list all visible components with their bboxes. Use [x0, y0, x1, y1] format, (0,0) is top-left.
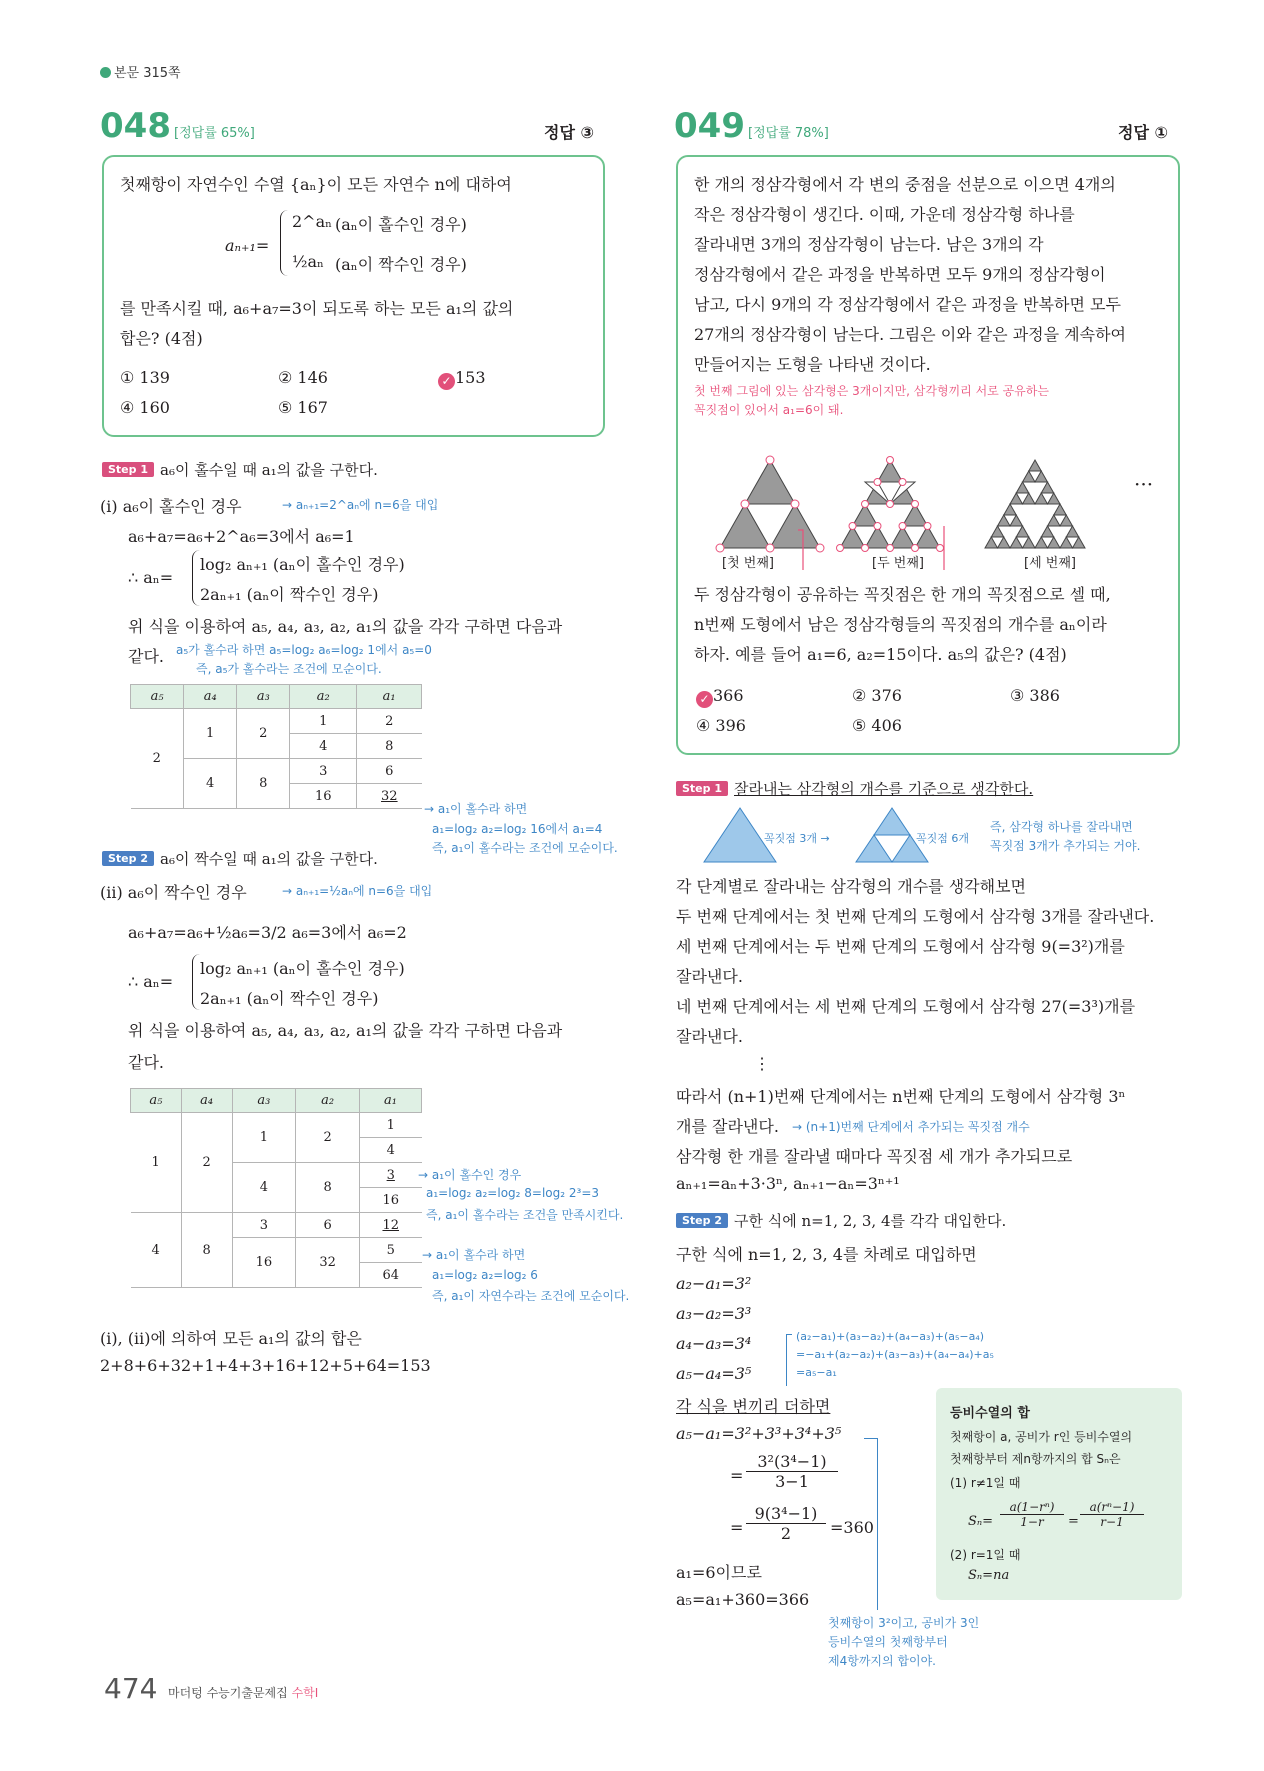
t2-n4: → a₁이 홀수라 하면 [422, 1248, 526, 1262]
p048-case1-cond: (aₙ이 홀수인 경우) [335, 215, 467, 234]
t1-cell: 8 [357, 734, 422, 759]
p048-step1-tag: Step 1 [102, 462, 154, 477]
geo-l2: 첫째항부터 제n항까지의 합 Sₙ은 [950, 1452, 1121, 1466]
p048-step2-title: a₆이 짝수일 때 a₁의 값을 구한다. [160, 850, 378, 868]
t1-cell: 2 [357, 709, 422, 734]
t2-cell: 32 [296, 1238, 360, 1288]
problem-049-number: 049 [674, 106, 745, 146]
p048-final1: (ⅰ), (ⅱ)에 의하여 모든 a₁의 값의 합은 [100, 1329, 362, 1348]
frac2-result: =360 [830, 1518, 874, 1537]
t2-n1-text: a₁이 홀수인 경우 [431, 1168, 522, 1182]
p048-case2-expr: ½aₙ [292, 252, 324, 271]
p049-q-line: 한 개의 정삼각형에서 각 변의 중점을 선분으로 이으면 4개의 [694, 175, 1116, 194]
t2-cell: 12 [360, 1213, 422, 1238]
p048-s2-l2: a₆+a₇=a₆+½a₆=3/2 a₆=3에서 a₆=2 [128, 923, 407, 942]
p049-q-line: 잘라내면 3개의 정삼각형이 남는다. 남은 3개의 각 [694, 235, 1044, 254]
t2-cell: 8 [296, 1163, 360, 1213]
t1-cell: 1 [290, 709, 357, 734]
p049-q-line: 남고, 다시 9개의 각 정삼각형에서 같은 과정을 반복하면 모두 [694, 295, 1121, 314]
t1-head: a₄ [184, 685, 237, 709]
fig-label-2: [두 번째] [872, 556, 924, 571]
p048-step1-title: a₆이 홀수일 때 a₁의 값을 구한다. [160, 461, 378, 479]
p048-s1-n1: → aₙ₊₁=2^aₙ에 n=6을 대입 [282, 498, 439, 512]
t1-cell: 32 [357, 784, 422, 809]
p048-q1: 첫째항이 자연수인 수열 {aₙ}이 모든 자연수 n에 대하여 [120, 175, 512, 194]
check-mark-icon: ✓ [438, 373, 455, 390]
t2-cell: 5 [360, 1238, 422, 1263]
p049-q2-line: n번째 도형에서 남은 정삼각형들의 꼭짓점의 개수를 aₙ이라 [694, 615, 1107, 634]
p048-choice-5[interactable]: ⑤ 167 [278, 398, 328, 417]
p049-s1b-line: 개를 잘라낸다. [676, 1117, 779, 1136]
p049-choice-2[interactable]: ② 376 [852, 686, 902, 705]
p049-s1-line: 네 번째 단계에서는 세 번째 단계의 도형에서 삼각형 27(=3³)개를 [676, 997, 1136, 1016]
frac1-eq: = [730, 1466, 744, 1485]
mini-label-1: 꼭짓점 3개 → [764, 832, 830, 845]
t2-cell: 4 [360, 1138, 422, 1163]
p048-choice-1[interactable]: ① 139 [120, 368, 170, 387]
p048-step2-tag: Step 2 [102, 851, 154, 866]
sierpinski-figures [680, 420, 1170, 570]
page-ref [100, 62, 181, 81]
p048-choice-2[interactable]: ② 146 [278, 368, 328, 387]
geo-f2-den: r−1 [1100, 1515, 1124, 1529]
frac1-num: 3²(3⁴−1) [746, 1452, 838, 1472]
p049-q-line: 정삼각형에서 같은 과정을 반복하면 모두 9개의 정삼각형이 [694, 265, 1106, 284]
frac1-den: 3−1 [775, 1472, 809, 1491]
frac1 [746, 1452, 838, 1491]
p048-s2-n1-text: aₙ₊₁=½aₙ에 n=6을 대입 [295, 884, 433, 898]
t1-n2: a₁=log₂ a₂=log₂ 16에서 a₁=4 [432, 822, 603, 836]
figure-1 [716, 456, 824, 552]
p048-s1-l3a: log₂ aₙ₊₁ (aₙ이 홀수인 경우) [200, 555, 405, 574]
sum-arrow [864, 1438, 878, 1610]
p048-s2-n1: → aₙ₊₁=½aₙ에 n=6을 대입 [282, 884, 433, 898]
problem-049-answer: 정답 ① [1118, 123, 1169, 142]
figure-2 [837, 457, 944, 552]
mini-note-2: 꼭짓점 3개가 추가되는 거야. [990, 839, 1141, 853]
t2-cell: 1 [360, 1113, 422, 1138]
bottom-note-1: 첫째항이 3²이고, 공비가 3인 [828, 1616, 980, 1630]
t2-n2: a₁=log₂ a₂=log₂ 8=log₂ 2³=3 [426, 1186, 600, 1200]
p048-lhs: aₙ₊₁= [225, 236, 270, 255]
frac2-num: 9(3⁴−1) [746, 1504, 826, 1524]
t2-cell: 64 [360, 1263, 422, 1288]
t2-head: a₅ [131, 1089, 182, 1113]
p049-s2-line: 구한 식에 n=1, 2, 3, 4를 차례로 대입하면 [676, 1245, 977, 1264]
fig-label-3: [세 번째] [1024, 556, 1076, 571]
t1-cell: 16 [290, 784, 357, 809]
p048-s1-n2a: a₅가 홀수라 하면 a₅=log₂ a₆=log₂ 1에서 a₅=0 [176, 643, 432, 657]
p048-case1-expr: 2^aₙ [292, 212, 333, 231]
p048-choice-3[interactable] [438, 368, 486, 390]
geo-f2-num: a(rⁿ−1) [1080, 1500, 1144, 1515]
geo-frac2 [1080, 1500, 1144, 1529]
mini-label-2: 꼭짓점 6개 [916, 832, 969, 845]
geo-l1: 첫째항이 a, 공비가 r인 등비수열의 [950, 1430, 1133, 1444]
p049-pink-note-1: 첫 번째 그림에 있는 삼각형은 3개이지만, 삼각형끼리 서로 공유하는 [694, 384, 1049, 398]
p049-s2-line: a₄−a₃=3⁴ [676, 1334, 752, 1353]
t2-cell: 16 [232, 1238, 296, 1288]
p048-s2-brace [192, 954, 200, 1010]
problem-048-answer: 정답 ③ [544, 123, 595, 142]
p048-brace [280, 210, 290, 276]
ref-text: 본문 315쪽 [114, 66, 181, 81]
p049-choice-5[interactable]: ⑤ 406 [852, 716, 902, 735]
fig-label-1: [첫 번째] [722, 556, 774, 571]
telescope-1: (a₂−a₁)+(a₃−a₂)+(a₄−a₃)+(a₅−a₄) [796, 1330, 985, 1343]
book-name: 마더텅 수능기출문제집 [168, 1686, 288, 1700]
ref-icon [100, 67, 111, 78]
t1-cell: 8 [237, 759, 290, 809]
t2-cell: 2 [181, 1113, 232, 1213]
p048-s1-l3pre: ∴ aₙ= [128, 568, 174, 587]
p048-final2: 2+8+6+32+1+4+3+16+12+5+64=153 [100, 1356, 431, 1375]
problem-048-number: 048 [100, 106, 171, 146]
fig-dots: ··· [1134, 472, 1154, 496]
t2-cell: 4 [232, 1163, 296, 1213]
telescope-3: =a₅−a₁ [796, 1366, 837, 1379]
p048-s1-brace [192, 550, 200, 606]
t2-cell: 1 [232, 1113, 296, 1163]
p049-choice-1[interactable] [696, 686, 744, 708]
telescope-2: =−a₁+(a₂−a₂)+(a₃−a₃)+(a₄−a₄)+a₅ [796, 1348, 994, 1361]
t1-head: a₂ [290, 685, 357, 709]
t2-n5: a₁=log₂ a₂=log₂ 6 [432, 1268, 538, 1282]
bottom-note-2: 등비수열의 첫째항부터 [828, 1635, 948, 1649]
p049-s2-line: a₂−a₁=3² [676, 1274, 752, 1293]
p049-s2-line: a₁=6이므로 [676, 1563, 762, 1582]
p048-s2-l1: (ⅱ) a₆이 짝수인 경우 [100, 883, 247, 902]
figure-3 [985, 460, 1085, 548]
t1-cell: 1 [184, 709, 237, 759]
p048-q2: 를 만족시킬 때, a₆+a₇=3이 되도록 하는 모든 a₁의 값의 [120, 299, 514, 318]
t2-cell: 3 [232, 1213, 296, 1238]
p049-q2-line: 두 정삼각형이 공유하는 꼭짓점은 한 개의 꼭짓점으로 셀 때, [694, 585, 1111, 604]
t1-n3: 즉, a₁이 홀수라는 조건에 모순이다. [432, 841, 618, 855]
p049-q-line: 작은 정삼각형이 생긴다. 이때, 가운데 정삼각형 하나를 [694, 205, 1075, 224]
p048-table-1 [130, 684, 422, 809]
p049-step1-title: 잘라내는 삼각형의 개수를 기준으로 생각한다. [734, 780, 1034, 798]
geo-f1-num: a(1−rⁿ) [1000, 1500, 1064, 1515]
frac2 [746, 1504, 826, 1543]
bottom-note-3: 제4항까지의 합이야. [828, 1654, 937, 1668]
p048-s1-l5: 같다. [128, 647, 164, 666]
p049-step2-tag: Step 2 [676, 1213, 728, 1228]
p048-s2-l4: 위 식을 이용하여 a₅, a₄, a₃, a₂, a₁의 값을 각각 구하면 다음과 [128, 1021, 563, 1040]
p049-s1b-line: 따라서 (n+1)번째 단계에서는 n번째 단계의 도형에서 삼각형 3ⁿ [676, 1087, 1126, 1106]
book-title [168, 1684, 318, 1701]
t2-cell: 3 [360, 1163, 422, 1188]
t2-n6: 즉, a₁이 자연수라는 조건에 모순이다. [432, 1289, 630, 1303]
t2-n1: → a₁이 홀수인 경우 [418, 1168, 522, 1182]
p049-s1-line: 잘라낸다. [676, 1027, 743, 1046]
p049-s1-line: 각 단계별로 잘라내는 삼각형의 개수를 생각해보면 [676, 877, 1027, 896]
p049-vdots: ⋮ [754, 1054, 770, 1073]
frac2-eq: = [730, 1518, 744, 1537]
p049-s1b-note: → (n+1)번째 단계에서 추가되는 꼭짓점 개수 [792, 1120, 1030, 1134]
t2-head: a₁ [360, 1089, 422, 1113]
t1-head: a₁ [357, 685, 422, 709]
mini-note-1: 즉, 삼각형 하나를 잘라내면 [990, 820, 1133, 834]
p048-s2-l3a: log₂ aₙ₊₁ (aₙ이 홀수인 경우) [200, 959, 405, 978]
p049-s2-line: a₅−a₄=3⁵ [676, 1364, 752, 1383]
p049-s2-line: 각 식을 변끼리 더하면 [676, 1397, 831, 1416]
p048-s1-l3b: 2aₙ₊₁ (aₙ이 짝수인 경우) [200, 585, 379, 604]
problem-048-rate: [정답률 65%] [174, 126, 255, 141]
t2-n3: 즉, a₁이 홀수라는 조건을 만족시킨다. [426, 1208, 624, 1222]
p049-s1b-line: aₙ₊₁=aₙ+3·3ⁿ, aₙ₊₁−aₙ=3ⁿ⁺¹ [676, 1174, 900, 1193]
t2-cell: 4 [131, 1213, 182, 1288]
p048-s1-l4: 위 식을 이용하여 a₅, a₄, a₃, a₂, a₁의 값을 각각 구하면 다음과 [128, 617, 563, 636]
p048-s1-n1-text: aₙ₊₁=2^aₙ에 n=6을 대입 [295, 498, 439, 512]
geo-l5: (2) r=1일 때 [950, 1548, 1021, 1562]
t1-cell: 4 [184, 759, 237, 809]
p049-s1-line: 세 번째 단계에서는 두 번째 단계의 도형에서 삼각형 9(=3²)개를 [676, 937, 1125, 956]
p049-pink-note-2: 꼭짓점이 있어서 a₁=6이 돼. [694, 403, 844, 417]
p048-s2-l3b: 2aₙ₊₁ (aₙ이 짝수인 경우) [200, 989, 379, 1008]
p048-case2-cond: (aₙ이 짝수인 경우) [335, 255, 467, 274]
p049-q2-line: 하자. 예를 들어 a₁=6, a₂=15이다. a₅의 값은? (4점) [694, 645, 1067, 664]
p049-q-line: 만들어지는 도형을 나타낸 것이다. [694, 355, 931, 374]
p049-choice-1-text: 366 [713, 686, 744, 705]
t1-cell: 2 [237, 709, 290, 759]
p049-step2-title: 구한 식에 n=1, 2, 3, 4를 각각 대입한다. [734, 1212, 1007, 1230]
t2-head: a₃ [232, 1089, 296, 1113]
geo-l4pre: Sₙ= [968, 1514, 994, 1529]
problem-049-rate: [정답률 78%] [748, 126, 829, 141]
page-number: 474 [104, 1672, 158, 1705]
p049-s2-line: a₅=a₁+360=366 [676, 1590, 810, 1609]
p049-s1-line: 잘라낸다. [676, 967, 743, 986]
p048-s2-l5: 같다. [128, 1053, 164, 1072]
geo-frac1 [1000, 1500, 1064, 1529]
t2-n4-text: a₁이 홀수라 하면 [435, 1248, 526, 1262]
geo-f1-den: 1−r [1020, 1515, 1044, 1529]
p048-q3: 합은? (4점) [120, 329, 203, 348]
t2-cell: 16 [360, 1188, 422, 1213]
t2-cell: 2 [296, 1113, 360, 1163]
p048-s1-l2: a₆+a₇=a₆+2^a₆=3에서 a₆=1 [128, 527, 355, 546]
telescope-bracket [786, 1334, 792, 1386]
p049-step1-tag: Step 1 [676, 781, 728, 796]
p048-s1-n2b: 즉, a₅가 홀수라는 조건에 모순이다. [196, 662, 382, 676]
p048-choice-4[interactable]: ④ 160 [120, 398, 170, 417]
t2-cell: 6 [296, 1213, 360, 1238]
geo-l3: (1) r≠1일 때 [950, 1476, 1021, 1490]
t2-head: a₂ [296, 1089, 360, 1113]
geo-l6: Sₙ=na [968, 1568, 1010, 1583]
p048-s2-l3pre: ∴ aₙ= [128, 972, 174, 991]
p049-s2-line: a₃−a₂=3³ [676, 1304, 752, 1323]
geo-title: 등비수열의 합 [950, 1406, 1030, 1421]
t2-cell: 8 [181, 1213, 232, 1288]
p049-s1b-line: 삼각형 한 개를 잘라낼 때마다 꼭짓점 세 개가 추가되므로 [676, 1147, 1073, 1166]
book-subject: 수학Ⅰ [291, 1686, 319, 1700]
p048-s1-l1: (ⅰ) a₆이 홀수인 경우 [100, 497, 242, 516]
t1-cell: 2 [131, 709, 184, 809]
p049-choice-4[interactable]: ④ 396 [696, 716, 746, 735]
t1-n1: → a₁이 홀수라 하면 [424, 802, 528, 816]
t1-cell: 6 [357, 759, 422, 784]
t1-cell: 4 [290, 734, 357, 759]
p049-s1-line: 두 번째 단계에서는 첫 번째 단계의 도형에서 삼각형 3개를 잘라낸다. [676, 907, 1155, 926]
p048-table-2 [130, 1088, 422, 1288]
p049-s1b-note-text: (n+1)번째 단계에서 추가되는 꼭짓점 개수 [805, 1120, 1030, 1134]
check-mark-icon: ✓ [696, 691, 713, 708]
t1-head: a₃ [237, 685, 290, 709]
p048-choice-3-text: 153 [455, 368, 486, 387]
p049-s2-line: a₅−a₁=3²+3³+3⁴+3⁵ [676, 1424, 842, 1443]
p049-choice-3[interactable]: ③ 386 [1010, 686, 1060, 705]
t2-cell: 1 [131, 1113, 182, 1213]
geo-eq: = [1068, 1514, 1079, 1529]
t2-head: a₄ [181, 1089, 232, 1113]
t1-n1-text: a₁이 홀수라 하면 [437, 802, 528, 816]
t1-cell: 3 [290, 759, 357, 784]
frac2-den: 2 [780, 1524, 792, 1543]
p049-q-line: 27개의 정삼각형이 남는다. 그림은 이와 같은 과정을 계속하여 [694, 325, 1126, 344]
t1-head: a₅ [131, 685, 184, 709]
